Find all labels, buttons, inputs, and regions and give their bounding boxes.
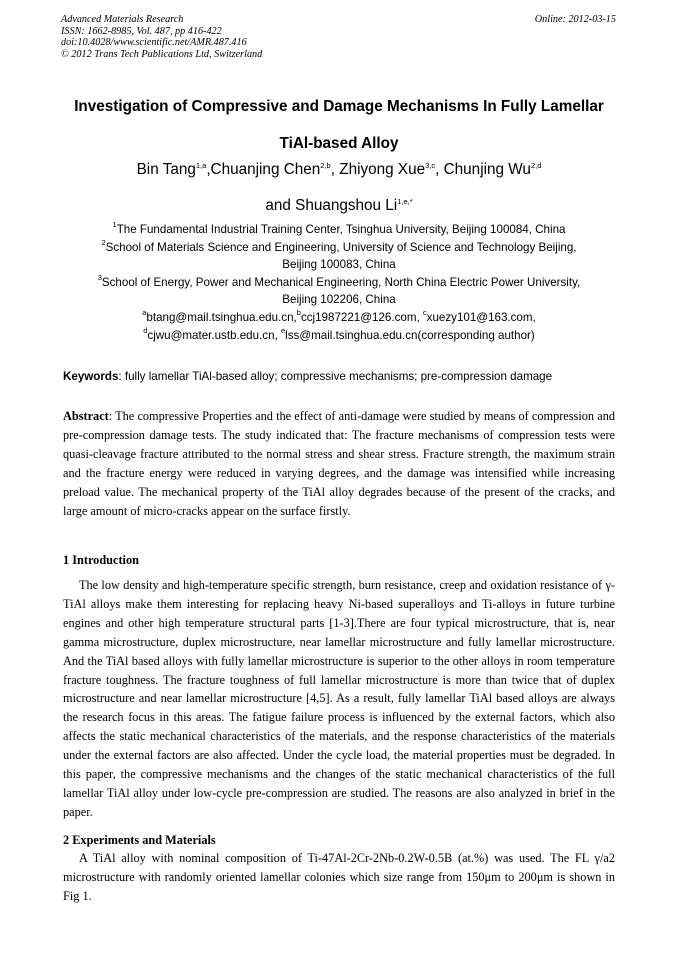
affiliation-text: School of Materials Science and Engineering, University of Science and Technology Beijing, (105, 240, 577, 254)
email-sup: d (143, 325, 148, 335)
affiliation-1 (40, 221, 638, 239)
author-sup: 1,e,* (397, 197, 413, 206)
keywords-label: Keywords (63, 370, 119, 383)
author-list (40, 152, 638, 224)
affiliation-2-city: Beijing 100083, China (282, 258, 396, 272)
author-sup: 1,a (195, 161, 207, 170)
keywords (63, 370, 619, 384)
email-line-1 (40, 309, 638, 327)
author-name: ,Chuanjing Chen (206, 161, 321, 178)
email-sup: c (422, 307, 427, 317)
author-line-1 (40, 152, 638, 188)
email-link[interactable]: cjwu@mater.ustb.edu.cn, (147, 328, 281, 342)
experiments-paragraph: A TiAl alloy with nominal composition of Ti-47Al-2Cr-2Nb-0.2W-0.5B (at.%) was used. The FL γ/a2 microstructure with randomly oriented lamellar colonies which size range from 150μm to 200μm is shown in Fig 1. (63, 851, 615, 903)
abstract-text: : The compressive Properties and the effect of anti-damage were studied by means of compression and pre-compression damage tests. The study indicated that: The fracture mechanisms of compression tests were quasi-cleavage fracture attributed to the normal stress and shear stress. Fracture strength, the maximum strain and the fracture energy were reduced in varying degrees, and the damage was intensified while increasing preload value. The mechanical property of the TiAl alloy degrades because of the present of the cracks, and large amount of micro-cracks appear on the surface firstly. (63, 409, 615, 519)
keywords-text: : fully lamellar TiAl-based alloy; compressive mechanisms; pre-compression damage (118, 370, 553, 383)
journal-header (61, 14, 616, 60)
affiliation-text: School of Energy, Power and Mechanical Engineering, North China Electric Power University, (101, 275, 581, 289)
author-name: , Chunjing Wu (435, 161, 531, 178)
author-name: Bin Tang (136, 161, 196, 178)
email-line-2 (40, 327, 638, 345)
email-sup: b (296, 307, 301, 317)
author-name: , Zhiyong Xue (330, 161, 426, 178)
affiliation-text: The Fundamental Industrial Training Center, Tsinghua University, Beijing 100084, China (116, 223, 566, 236)
affiliation-3 (40, 274, 638, 292)
affiliation-3-city: Beijing 102206, China (282, 293, 396, 307)
paper-title (40, 88, 638, 162)
author-sup: 3,c (425, 161, 436, 170)
journal-name: Advanced Materials Research (61, 14, 184, 25)
title-line-1: Investigation of Compressive and Damage Mechanisms In Fully Lamellar (74, 98, 604, 115)
abstract-label: Abstract (63, 409, 109, 423)
author-sup: 2,b (320, 161, 331, 170)
email-link[interactable]: lss@mail.tsinghua.edu.cn(corresponding author) (285, 328, 535, 342)
email-sup: e (281, 325, 286, 335)
affiliations (40, 221, 638, 344)
online-date: Online: 2012-03-15 (534, 14, 616, 25)
section-heading-introduction: 1 Introduction (63, 553, 139, 567)
author-name: and Shuangshou Li (265, 197, 398, 214)
author-sup: 2,d (530, 161, 542, 170)
journal-doi: doi:10.4028/www.scientific.net/AMR.487.416 (61, 37, 247, 49)
section-heading-experiments: 2 Experiments and Materials (63, 833, 216, 847)
abstract (63, 407, 615, 522)
email-link[interactable]: btang@mail.tsinghua.edu.cn, (146, 310, 297, 324)
email-link[interactable]: xuezy101@163.com, (426, 310, 536, 324)
title-line-2: TiAl-based Alloy (279, 135, 399, 152)
affiliation-2 (40, 239, 638, 257)
journal-copyright: © 2012 Trans Tech Publications Ltd, Switzerland (61, 48, 263, 60)
journal-issn: ISSN: 1662-8985, Vol. 487, pp 416-422 (61, 25, 222, 37)
email-link[interactable]: ccj1987221@126.com, (300, 310, 423, 324)
author-line-2 (40, 188, 638, 224)
affiliation-sup: 2 (101, 237, 106, 247)
email-sup: a (142, 307, 147, 317)
affiliation-sup: 3 (97, 272, 102, 282)
introduction-paragraph: The low density and high-temperature specific strength, burn resistance, creep and oxidation resistance of γ-TiAl alloys make them interesting for replacing heavy Ni-based superalloys and Ti-alloys in future turbine engines and other high temperature structural parts [1-3].There are four typical microstructure, that is, near gamma microstructure, duplex microstructure, near lamellar microstructure and fully lamellar microstructure. And the TiAl based alloys with fully lamellar microstructure is superior to the other alloys in room temperature fracture toughness. The fracture toughness of full lamellar microstructure is more than twice that of duplex microstructure and near lamellar microstructure [4,5]. As a result, fully lamellar TiAl based alloys are always the research focus in this areas. The fatigue failure process is influenced by the external factors, which also affects the static mechanical characteristics of the materials, and the response characteristics of the materials under the external factors are also affected. Under the cycle load, the material properties must be degraded. In this paper, the compressive mechanisms and the changes of the static mechanical characteristics of the full lamellar TiAl alloy under low-cycle pre-compression are studied. The reasons are also analyzed in brief in the paper. (63, 578, 615, 819)
affiliation-sup: 1 (112, 220, 117, 229)
